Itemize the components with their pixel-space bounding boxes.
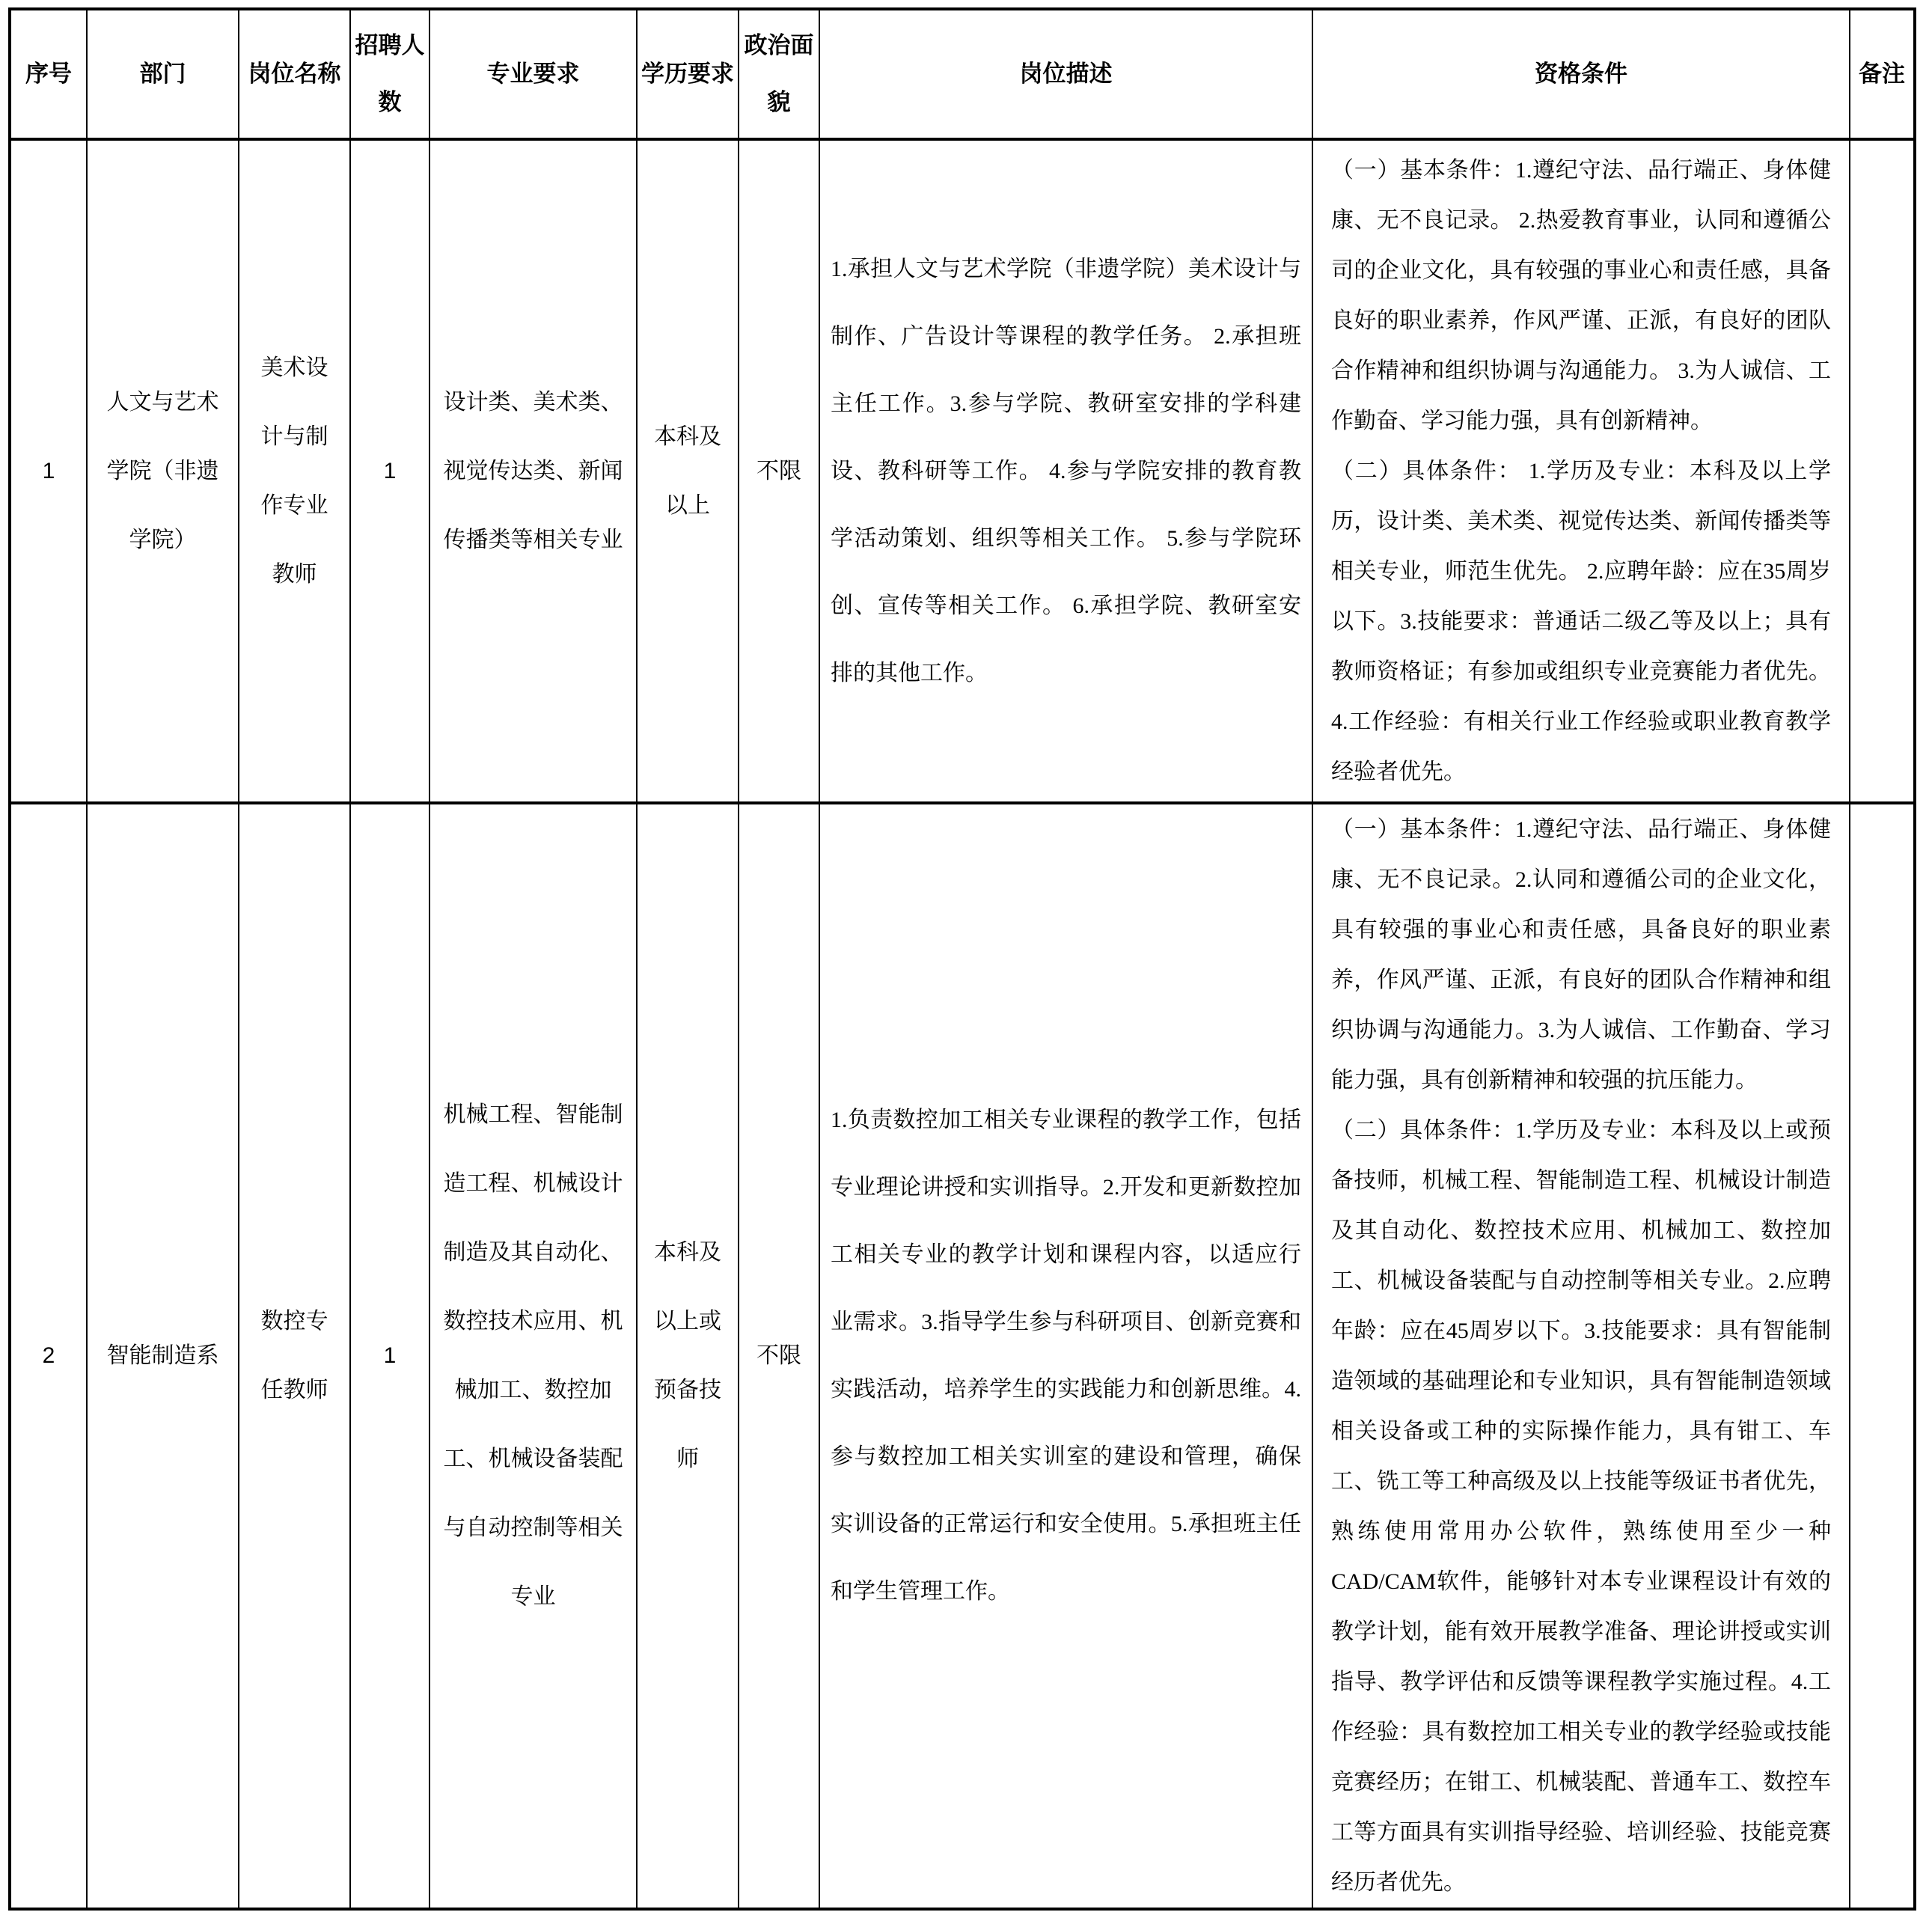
recruitment-table bbox=[8, 7, 1916, 1911]
cell-r2-description bbox=[819, 803, 1312, 1909]
header-political: 政治面貌 bbox=[739, 9, 819, 139]
cell-r1-major: 设计类、美术类、视觉传达类、新闻传播类等相关专业 bbox=[429, 139, 637, 803]
header-count: 招聘人数 bbox=[350, 9, 429, 139]
cell-r1-education: 本科及以上 bbox=[637, 139, 739, 803]
header-qualification: 资格条件 bbox=[1312, 9, 1850, 139]
cell-r2-education: 本科及以上或预备技师 bbox=[637, 803, 739, 1909]
cell-r1-description bbox=[819, 139, 1312, 803]
header-description: 岗位描述 bbox=[819, 9, 1312, 139]
r1-description-text: 1.承担人文与艺术学院（非遗学院）美术设计与制作、广告设计等课程的教学任务。 2.承担班主任工作。3.参与学院、教研室安排的学科建设、教科研等工作。 4.参与学院安排的教育教学活动策划、组织等相关工作。 5.参与学院环创、宣传等相关工作。 6.承担学院、教研室安排的其他工作。 bbox=[831, 256, 1301, 685]
cell-r1-department: 人文与艺术学院（非遗学院） bbox=[87, 139, 239, 803]
r2-qualification-basic: （一）基本条件：1.遵纪守法、品行端正、身体健康、无不良记录。2.认同和遵循公司的企业文化，具有较强的事业心和责任感，具备良好的职业素养，作风严谨、正派，有良好的团队合作精神和组织协调与沟通能力。3.为人诚信、工作勤奋、学习能力强，具有创新精神和较强的抗压能力。 bbox=[1331, 817, 1831, 1093]
cell-r1-remark bbox=[1850, 139, 1915, 803]
header-education: 学历要求 bbox=[637, 9, 739, 139]
cell-r2-position: 数控专任教师 bbox=[239, 803, 350, 1909]
r1-qualification-basic: （一）基本条件：1.遵纪守法、品行端正、身体健康、无不良记录。 2.热爱教育事业，认同和遵循公司的企业文化，具有较强的事业心和责任感，具备良好的职业素养，作风严谨、正派，有良好的团队合作精神和组织协调与沟通能力。 3.为人诚信、工作勤奋、学习能力强，具有创新精神。 bbox=[1331, 158, 1831, 433]
cell-r2-department: 智能制造系 bbox=[87, 803, 239, 1909]
cell-r2-remark bbox=[1850, 803, 1915, 1909]
cell-r2-political: 不限 bbox=[739, 803, 819, 1909]
header-department: 部门 bbox=[87, 9, 239, 139]
cell-r2-seq: 2 bbox=[10, 803, 87, 1909]
r2-description-text: 1.负责数控加工相关专业课程的教学工作，包括专业理论讲授和实训指导。2.开发和更新数控加工相关专业的教学计划和课程内容，以适应行业需求。3.指导学生参与科研项目、创新竞赛和实践活动，培养学生的实践能力和创新思维。4.参与数控加工相关实训室的建设和管理，确保实训设备的正常运行和安全使用。5.承担班主任和学生管理工作。 bbox=[831, 1108, 1301, 1604]
cell-r2-major: 机械工程、智能制造工程、机械设计制造及其自动化、数控技术应用、机械加工、数控加工、机械设备装配与自动控制等相关专业 bbox=[429, 803, 637, 1909]
cell-r1-qualification bbox=[1312, 139, 1850, 803]
header-position: 岗位名称 bbox=[239, 9, 350, 139]
cell-r1-seq: 1 bbox=[10, 139, 87, 803]
cell-r1-position: 美术设计与制作专业教师 bbox=[239, 139, 350, 803]
header-seq: 序号 bbox=[10, 9, 87, 139]
cell-r1-political: 不限 bbox=[739, 139, 819, 803]
r1-qualification-specific: （二）具体条件： 1.学历及专业：本科及以上学历，设计类、美术类、视觉传达类、新闻传播类等相关专业，师范生优先。 2.应聘年龄：应在35周岁以下。3.技能要求：普通话二级乙等及以上；具有教师资格证；有参加或组织专业竞赛能力者优先。 4.工作经验：有相关行业工作经验或职业教育教学经验者优先。 bbox=[1331, 459, 1831, 784]
table-row-2 bbox=[10, 803, 1915, 1909]
r2-qualification-specific: （二）具体条件：1.学历及专业：本科及以上或预备技师，机械工程、智能制造工程、机械设计制造及其自动化、数控技术应用、机械加工、数控加工、机械设备装配与自动控制等相关专业。2.应聘年龄：应在45周岁以下。3.技能要求：具有智能制造领域的基础理论和专业知识，具有智能制造领域相关设备或工种的实际操作能力，具有钳工、车工、铣工等工种高级及以上技能等级证书者优先，熟练使用常用办公软件，熟练使用至少一种CAD/CAM软件，能够针对本专业课程设计有效的教学计划，能有效开展教学准备、理论讲授或实训指导、教学评估和反馈等课程教学实施过程。4.工作经验：具有数控加工相关专业的教学经验或技能竞赛经历；在钳工、机械装配、普通车工、数控车工等方面具有实训指导经验、培训经验、技能竞赛经历者优先。 bbox=[1331, 1118, 1831, 1895]
header-major: 专业要求 bbox=[429, 9, 637, 139]
table-header-row bbox=[10, 9, 1915, 139]
cell-r1-count: 1 bbox=[350, 139, 429, 803]
table-row-1 bbox=[10, 139, 1915, 803]
cell-r2-qualification bbox=[1312, 803, 1850, 1909]
header-remark: 备注 bbox=[1850, 9, 1915, 139]
cell-r2-count: 1 bbox=[350, 803, 429, 1909]
